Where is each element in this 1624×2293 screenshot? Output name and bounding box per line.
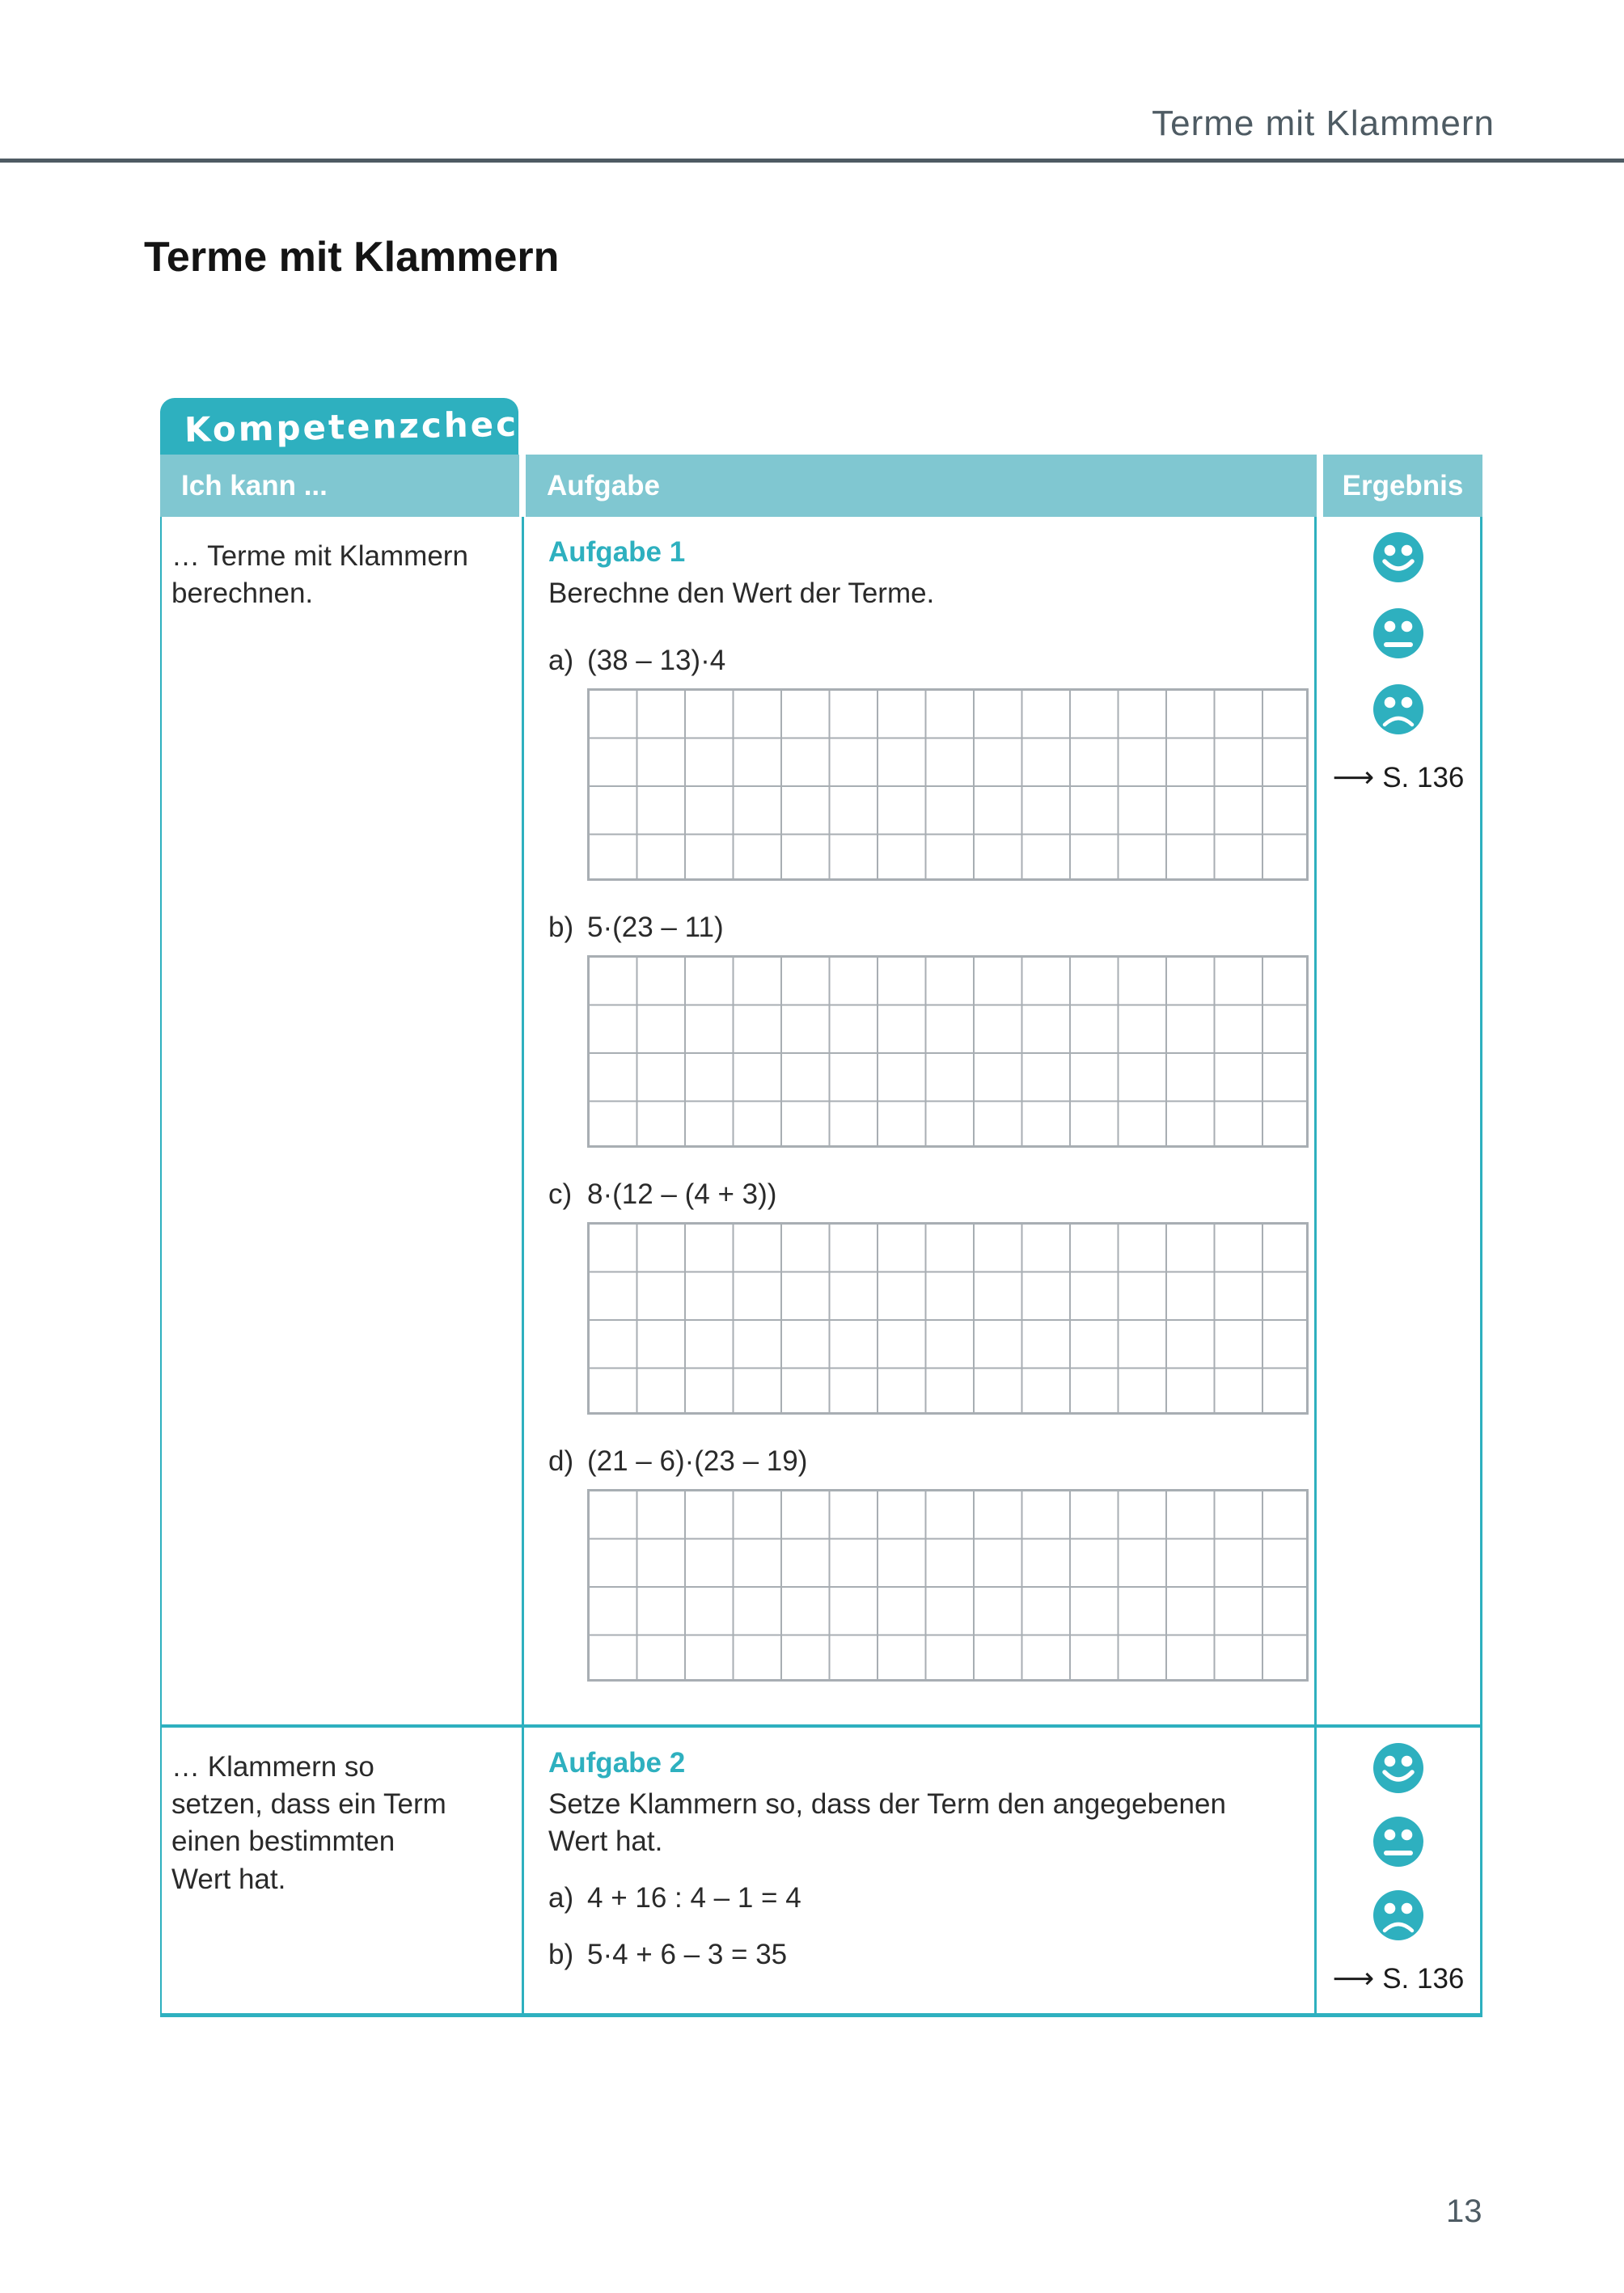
- table-body: [160, 517, 1482, 2017]
- item-label: d): [548, 1445, 574, 1477]
- item-label: c): [548, 1178, 573, 1210]
- skill-text-line: Wert hat.: [171, 1863, 286, 1895]
- item-expression: 4 + 16 : 4 – 1 = 4: [587, 1882, 801, 1914]
- page-title: Terme mit Klammern: [144, 234, 560, 281]
- item-expression: (38 – 13)·4: [587, 644, 726, 676]
- skill-text-line: … Klammern so: [171, 1751, 374, 1783]
- running-header: Terme mit Klammern: [1152, 104, 1495, 143]
- result-cell-row1: [1317, 517, 1480, 1728]
- task-title: Aufgabe 2: [548, 1747, 686, 1779]
- item-label: a): [548, 644, 574, 676]
- arrow-right-icon: ⟶: [1332, 1962, 1375, 1995]
- column-header-skill: Ich kann ...: [160, 455, 519, 517]
- result-page-reference: [1333, 1962, 1465, 1995]
- skill-text-line: berechnen.: [171, 577, 314, 610]
- skill-text-line: … Terme mit Klammern: [171, 540, 468, 572]
- smiley-happy-icon[interactable]: [1372, 1742, 1424, 1794]
- skill-cell-row2: [162, 1728, 524, 2013]
- column-header-result: Ergebnis: [1323, 455, 1482, 517]
- item-expression: 5·4 + 6 – 3 = 35: [587, 1939, 788, 1970]
- smiley-neutral-icon[interactable]: [1372, 607, 1424, 659]
- result-page-label: S. 136: [1382, 1963, 1465, 1995]
- result-page-label: S. 136: [1382, 762, 1465, 793]
- answer-grid[interactable]: [587, 955, 1309, 1148]
- item-label: b): [548, 1939, 574, 1970]
- task-item-b: [548, 912, 1314, 944]
- header-rule: [0, 159, 1624, 163]
- task-item-d: [548, 1445, 1314, 1478]
- result-page-reference: [1333, 761, 1465, 794]
- task-cell-row2: [524, 1728, 1317, 2013]
- answer-grid[interactable]: [587, 688, 1309, 881]
- task-cell-row1: [524, 517, 1317, 1728]
- task-instruction: Setze Klammern so, dass der Term den angegebenen Wert hat.: [548, 1788, 1226, 1857]
- kompetenzcheck-tab: [160, 398, 544, 455]
- smiley-neutral-icon[interactable]: [1372, 1816, 1424, 1868]
- result-cell-row2: [1317, 1728, 1480, 2013]
- item-expression: (21 – 6)·(23 – 19): [587, 1445, 808, 1477]
- arrow-right-icon: ⟶: [1332, 761, 1375, 794]
- skill-cell-row1: [162, 517, 524, 1728]
- task-item-a: [548, 645, 1314, 677]
- item-label: b): [548, 911, 574, 943]
- item-label: a): [548, 1882, 574, 1914]
- kompetenzcheck-tab-label: Kompetenzcheck: [184, 403, 544, 450]
- item-expression: 5·(23 – 11): [587, 911, 724, 943]
- skill-text-line: einen bestimmten: [171, 1826, 395, 1858]
- item-expression: 8·(12 – (4 + 3)): [587, 1178, 777, 1210]
- task-item-b: [548, 1939, 1314, 1971]
- column-header-task: Aufgabe: [526, 455, 1317, 517]
- smiley-sad-icon[interactable]: [1372, 683, 1424, 735]
- task-instruction: Berechne den Wert der Terme.: [548, 577, 935, 609]
- table-header-row: [160, 455, 1482, 517]
- task-item-a: [548, 1882, 1314, 1914]
- answer-grid[interactable]: [587, 1489, 1309, 1682]
- smiley-happy-icon[interactable]: [1372, 531, 1424, 583]
- task-title: Aufgabe 1: [548, 536, 686, 568]
- skill-text-line: setzen, dass ein Term: [171, 1788, 446, 1821]
- answer-grid[interactable]: [587, 1222, 1309, 1415]
- task-item-c: [548, 1178, 1314, 1211]
- smiley-sad-icon[interactable]: [1372, 1889, 1424, 1941]
- page-number: 13: [1446, 2194, 1482, 2229]
- kompetenzcheck-table: [160, 398, 1482, 2017]
